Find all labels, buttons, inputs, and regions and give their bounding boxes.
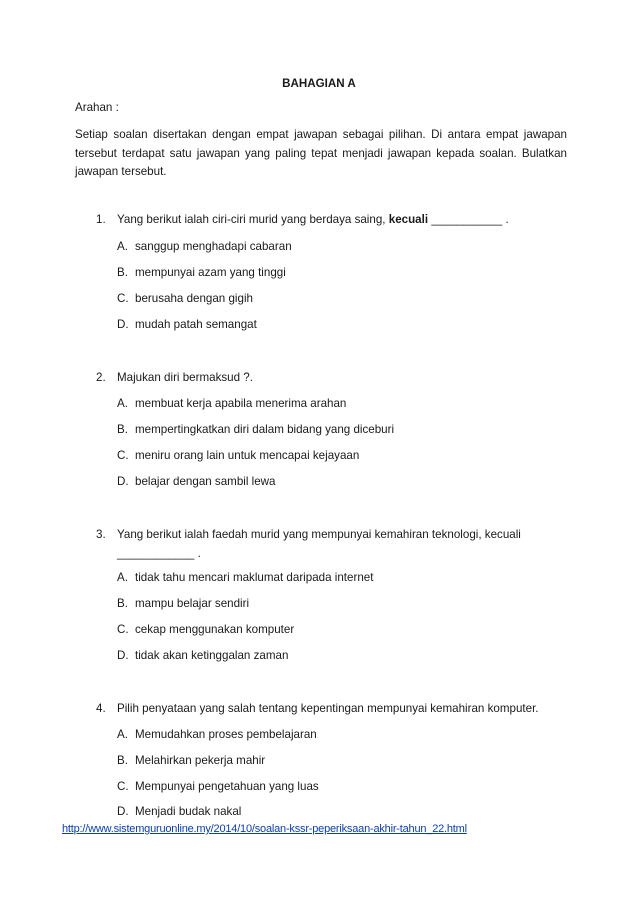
section-title: BAHAGIAN A <box>282 77 356 90</box>
question-number: 2. <box>96 371 106 384</box>
option-text: Mempunyai pengetahuan yang luas <box>135 780 319 793</box>
instruction-label: Arahan : <box>75 101 119 114</box>
option-text: membuat kerja apabila menerima arahan <box>135 397 347 410</box>
source-link[interactable]: http://www.sistemguruonline.my/2014/10/soalan-kssr-peperiksaan-akhir-tahun_22.html <box>62 823 467 835</box>
option-letter: A. <box>117 728 128 741</box>
question-number: 3. <box>96 528 106 541</box>
option-letter: D. <box>117 318 129 331</box>
question-number: 4. <box>96 702 106 715</box>
option-text: belajar dengan sambil lewa <box>135 475 276 488</box>
option-letter: B. <box>117 597 128 610</box>
option-letter: C. <box>117 780 129 793</box>
option-letter: A. <box>117 571 128 584</box>
option-text: Menjadi budak nakal <box>135 805 242 818</box>
question-text: Yang berikut ialah ciri-ciri murid yang berdaya saing, kecuali ___________ . <box>117 213 509 226</box>
option-letter: D. <box>117 475 129 488</box>
option-text: mampu belajar sendiri <box>135 597 250 610</box>
option-text: sanggup menghadapi cabaran <box>135 240 292 253</box>
option-text: tidak akan ketinggalan zaman <box>135 649 289 662</box>
option-text: tidak tahu mencari maklumat daripada internet <box>135 571 374 584</box>
option-text: mempertingkatkan diri dalam bidang yang diceburi <box>135 423 395 436</box>
option-letter: A. <box>117 397 128 410</box>
option-text: mempunyai azam yang tinggi <box>135 266 286 279</box>
option-text: berusaha dengan gigih <box>135 292 253 305</box>
option-letter: D. <box>117 649 129 662</box>
option-letter: B. <box>117 423 128 436</box>
question-number: 1. <box>96 213 106 226</box>
option-letter: C. <box>117 623 129 636</box>
question-text: Majukan diri bermaksud ?. <box>117 371 253 384</box>
option-text: Melahirkan pekerja mahir <box>135 754 266 767</box>
option-letter: C. <box>117 292 129 305</box>
option-letter: A. <box>117 240 128 253</box>
question-text-line2: ____________ . <box>117 547 201 560</box>
option-text: meniru orang lain untuk mencapai kejayaan <box>135 449 360 462</box>
question-text: Pilih penyataan yang salah tentang kepentingan mempunyai kemahiran komputer. <box>117 702 539 715</box>
option-letter: B. <box>117 754 128 767</box>
option-text: cekap menggunakan komputer <box>135 623 295 636</box>
option-letter: C. <box>117 449 129 462</box>
question-text-line1: Yang berikut ialah faedah murid yang mempunyai kemahiran teknologi, kecuali <box>117 528 521 541</box>
option-letter: D. <box>117 805 129 818</box>
option-text: mudah patah semangat <box>135 318 257 331</box>
instruction-text: Setiap soalan disertakan dengan empat jawapan sebagai pilihan. Di antara empat jawapan tersebut terdapat satu jawapan yang paling tepat menjadi jawapan kepada soalan. Bulatkan jawapan tersebut. <box>75 128 567 178</box>
option-text: Memudahkan proses pembelajaran <box>135 728 317 741</box>
option-letter: B. <box>117 266 128 279</box>
